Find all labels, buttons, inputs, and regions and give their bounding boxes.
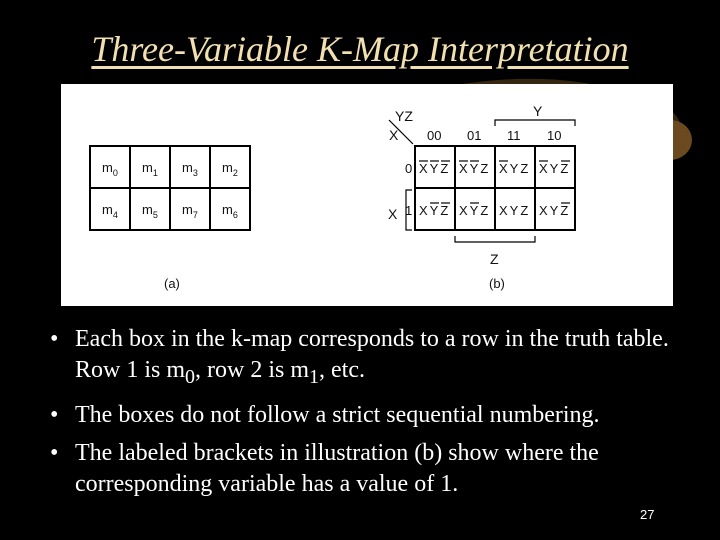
svg-text:XYZ: XYZ (419, 161, 451, 176)
bullet-item-1 (50, 324, 700, 393)
bullet-dot: • (50, 326, 59, 352)
kmap-b-col-header: 01 (467, 128, 482, 143)
svg-text:XYZ: XYZ (499, 161, 531, 176)
kmap-b-bracket-z-label: Z (490, 251, 499, 267)
kmap-b-bracket-x-label: X (388, 206, 398, 222)
kmap-b-cell (539, 203, 570, 218)
kmap-b-cell (499, 203, 530, 218)
kmap-b-cell (459, 161, 490, 176)
bullet-dot: • (50, 439, 59, 466)
bullet-dot: • (50, 401, 59, 428)
svg-text:XYZ: XYZ (419, 203, 451, 218)
kmap-b-cell (499, 161, 530, 176)
kmap-a-cell: $m_7$ (182, 202, 198, 220)
kmap-a-cell: $m_0$ (102, 160, 118, 178)
svg-text:XYZ: XYZ (539, 161, 571, 176)
kmap-b-cell (419, 161, 450, 176)
kmap-b-col-headers (427, 128, 561, 143)
svg-text:XYZ: XYZ (459, 203, 491, 218)
kmap-b-row-header: 1 (405, 203, 413, 218)
kmap-b-bracket-y (495, 120, 575, 126)
figure-b-caption: (b) (489, 276, 505, 291)
kmap-b-col-header: 10 (547, 128, 562, 143)
kmap-b-row-header: 0 (405, 161, 413, 176)
bullet-text-2: The boxes do not follow a strict sequential numbering. (75, 401, 600, 428)
kmap-b-corner-x: X (389, 127, 399, 143)
bullet-text-3: The labeled brackets in illustration (b) show where the corresponding variable has a value of 1. (75, 439, 599, 497)
kmap-figure (61, 84, 673, 306)
kmap-a-cell: $m_5$ (142, 202, 158, 220)
kmap-a-cell: $m_4$ (102, 202, 118, 220)
kmap-figure-svg (61, 84, 673, 306)
kmap-b-bracket-y-label: Y (533, 103, 543, 119)
svg-text:XYZ: XYZ (539, 203, 571, 218)
figure-a-caption: (a) (164, 276, 180, 291)
page-number: 27 (640, 507, 655, 522)
kmap-b-cell (459, 203, 490, 218)
bullet-item-2 (50, 400, 700, 431)
kmap-a-cell: $m_2$ (222, 160, 238, 178)
bullet-text-1: Each box in the k-map corresponds to a row in the truth table. Row 1 is $m_0$, row 2 is $m_1$, etc. (75, 326, 669, 388)
kmap-b-bracket-z (455, 236, 535, 242)
kmap-b-cell (539, 161, 570, 176)
kmap-a-cell: $m_1$ (142, 160, 158, 178)
bullet-item-3 (50, 438, 700, 500)
bullet-list (50, 324, 700, 507)
kmap-b-cell (419, 203, 450, 218)
kmap-a-cell: $m_6$ (222, 202, 238, 220)
kmap-a-cell: $m_3$ (182, 160, 198, 178)
slide-title: Three-Variable K-Map Interpretation (91, 29, 629, 69)
svg-text:XYZ: XYZ (459, 161, 491, 176)
kmap-b-col-header: 11 (507, 128, 521, 143)
kmap-b-corner-yz: YZ (395, 108, 413, 124)
svg-text:XYZ: XYZ (499, 203, 531, 218)
kmap-b-col-header: 00 (427, 128, 442, 143)
